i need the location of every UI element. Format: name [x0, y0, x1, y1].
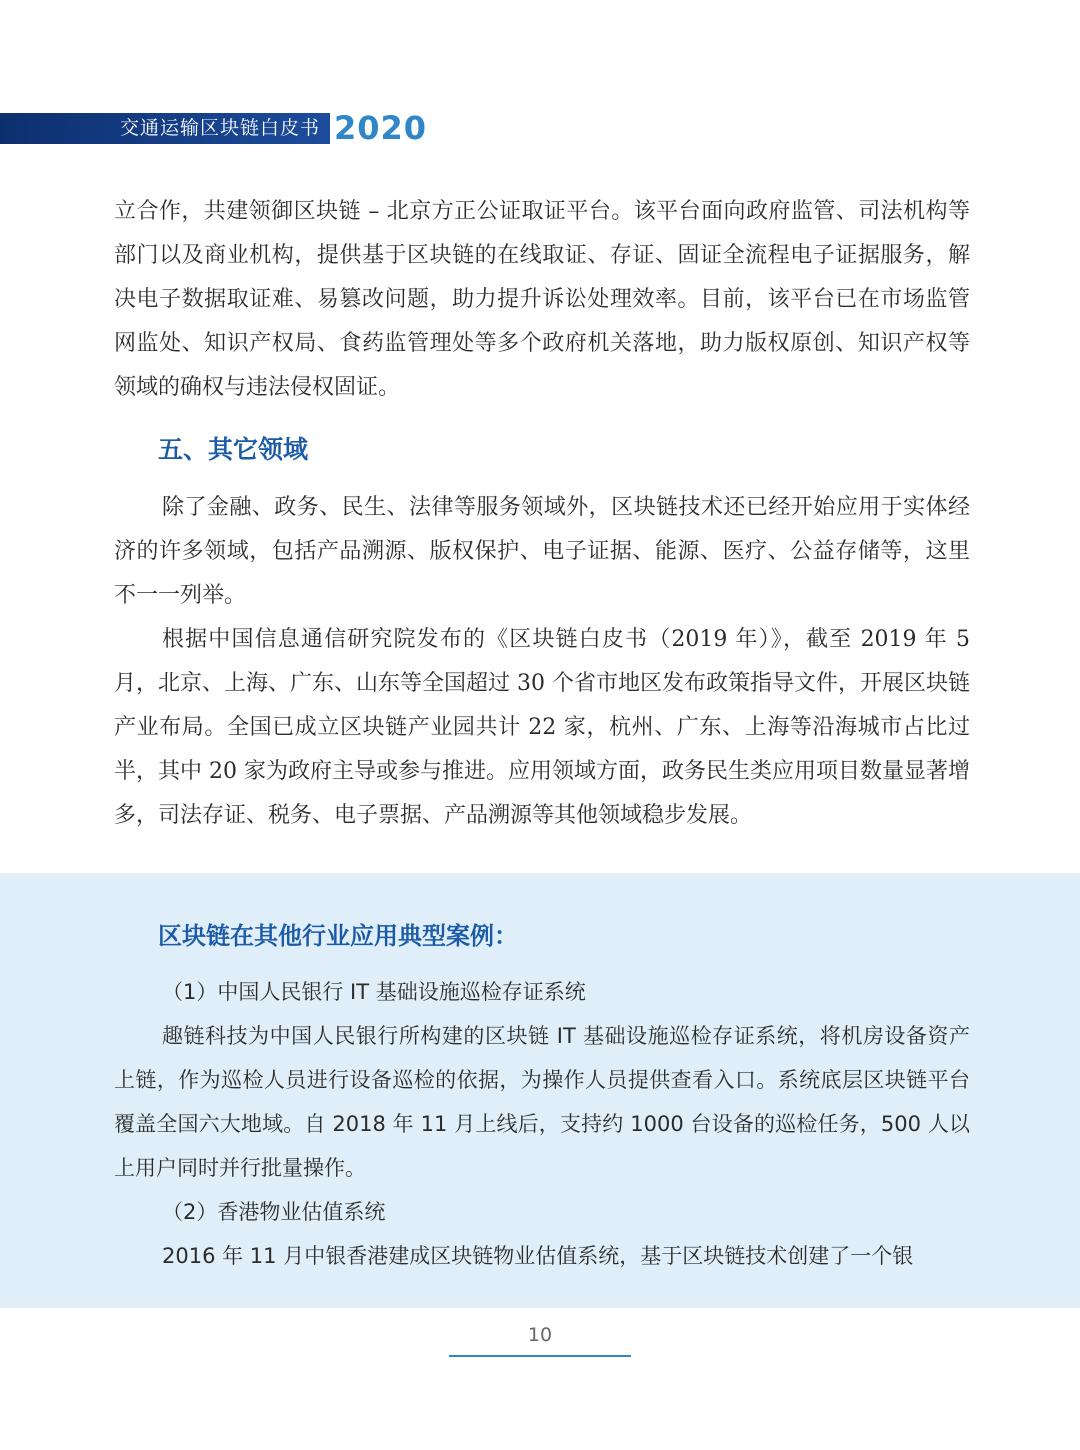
page-number-rule — [449, 1355, 631, 1357]
paragraph-other-fields: 除了金融、政务、民生、法律等服务领域外，区块链技术还已经开始应用于实体经济的许多领域，包括产品溯源、版权保护、电子证据、能源、医疗、公益存储等，这里不一一列举。 — [114, 495, 970, 608]
header-title: 交通运输区块链白皮书 — [120, 117, 321, 139]
header-year: 2020 — [334, 109, 428, 147]
case-1-text: 趣链科技为中国人民银行所构建的区块链 IT 基础设施巡检存证系统，将机房设备资产上链，作为巡检人员进行设备巡检的依据，为操作人员提供查看入口。系统底层区块链平台覆盖全国六大地域。自 2018 年 11 月上线后，支持约 1000 台设备的巡检任务，500 人以上用户同时并行批量操作。 — [114, 1024, 970, 1180]
case-1-title: （1）中国人民银行 IT 基础设施巡检存证系统 — [162, 980, 586, 1004]
case-box-heading: 区块链在其他行业应用典型案例： — [158, 922, 518, 950]
paragraph-caict-report: 根据中国信息通信研究院发布的《区块链白皮书（2019 年）》，截至 2019 年 5 月，北京、上海、广东、山东等全国超过 30 个省市地区发布政策指导文件，开展区块链产业布局。全国已成立区块链产业园共计 22 家，杭州、广东、上海等沿海城市占比过半，其中 20 家为政府主导或参与推进。应用领域方面，政务民生类应用项目数量显著增多，司法存证、税务、电子票据、产品溯源等其他领域稳步发展。 — [114, 627, 970, 828]
case-2-text: 2016 年 11 月中银香港建成区块链物业估值系统，基于区块链技术创建了一个银 — [162, 1244, 914, 1268]
page-number: 10 — [527, 1324, 553, 1346]
section-heading: 五、其它领域 — [158, 435, 309, 464]
case-2-title: （2）香港物业估值系统 — [162, 1200, 386, 1224]
intro-paragraph: 立合作，共建领御区块链 – 北京方正公证取证平台。该平台面向政府监管、司法机构等部门以及商业机构，提供基于区块链的在线取证、存证、固证全流程电子证据服务，解决电子数据取证难、易篡改问题，助力提升诉讼处理效率。目前，该平台已在市场监管网监处、知识产权局、食药监管理处等多个政府机关落地，助力版权原创、知识产权等领域的确权与违法侵权固证。 — [114, 199, 970, 400]
